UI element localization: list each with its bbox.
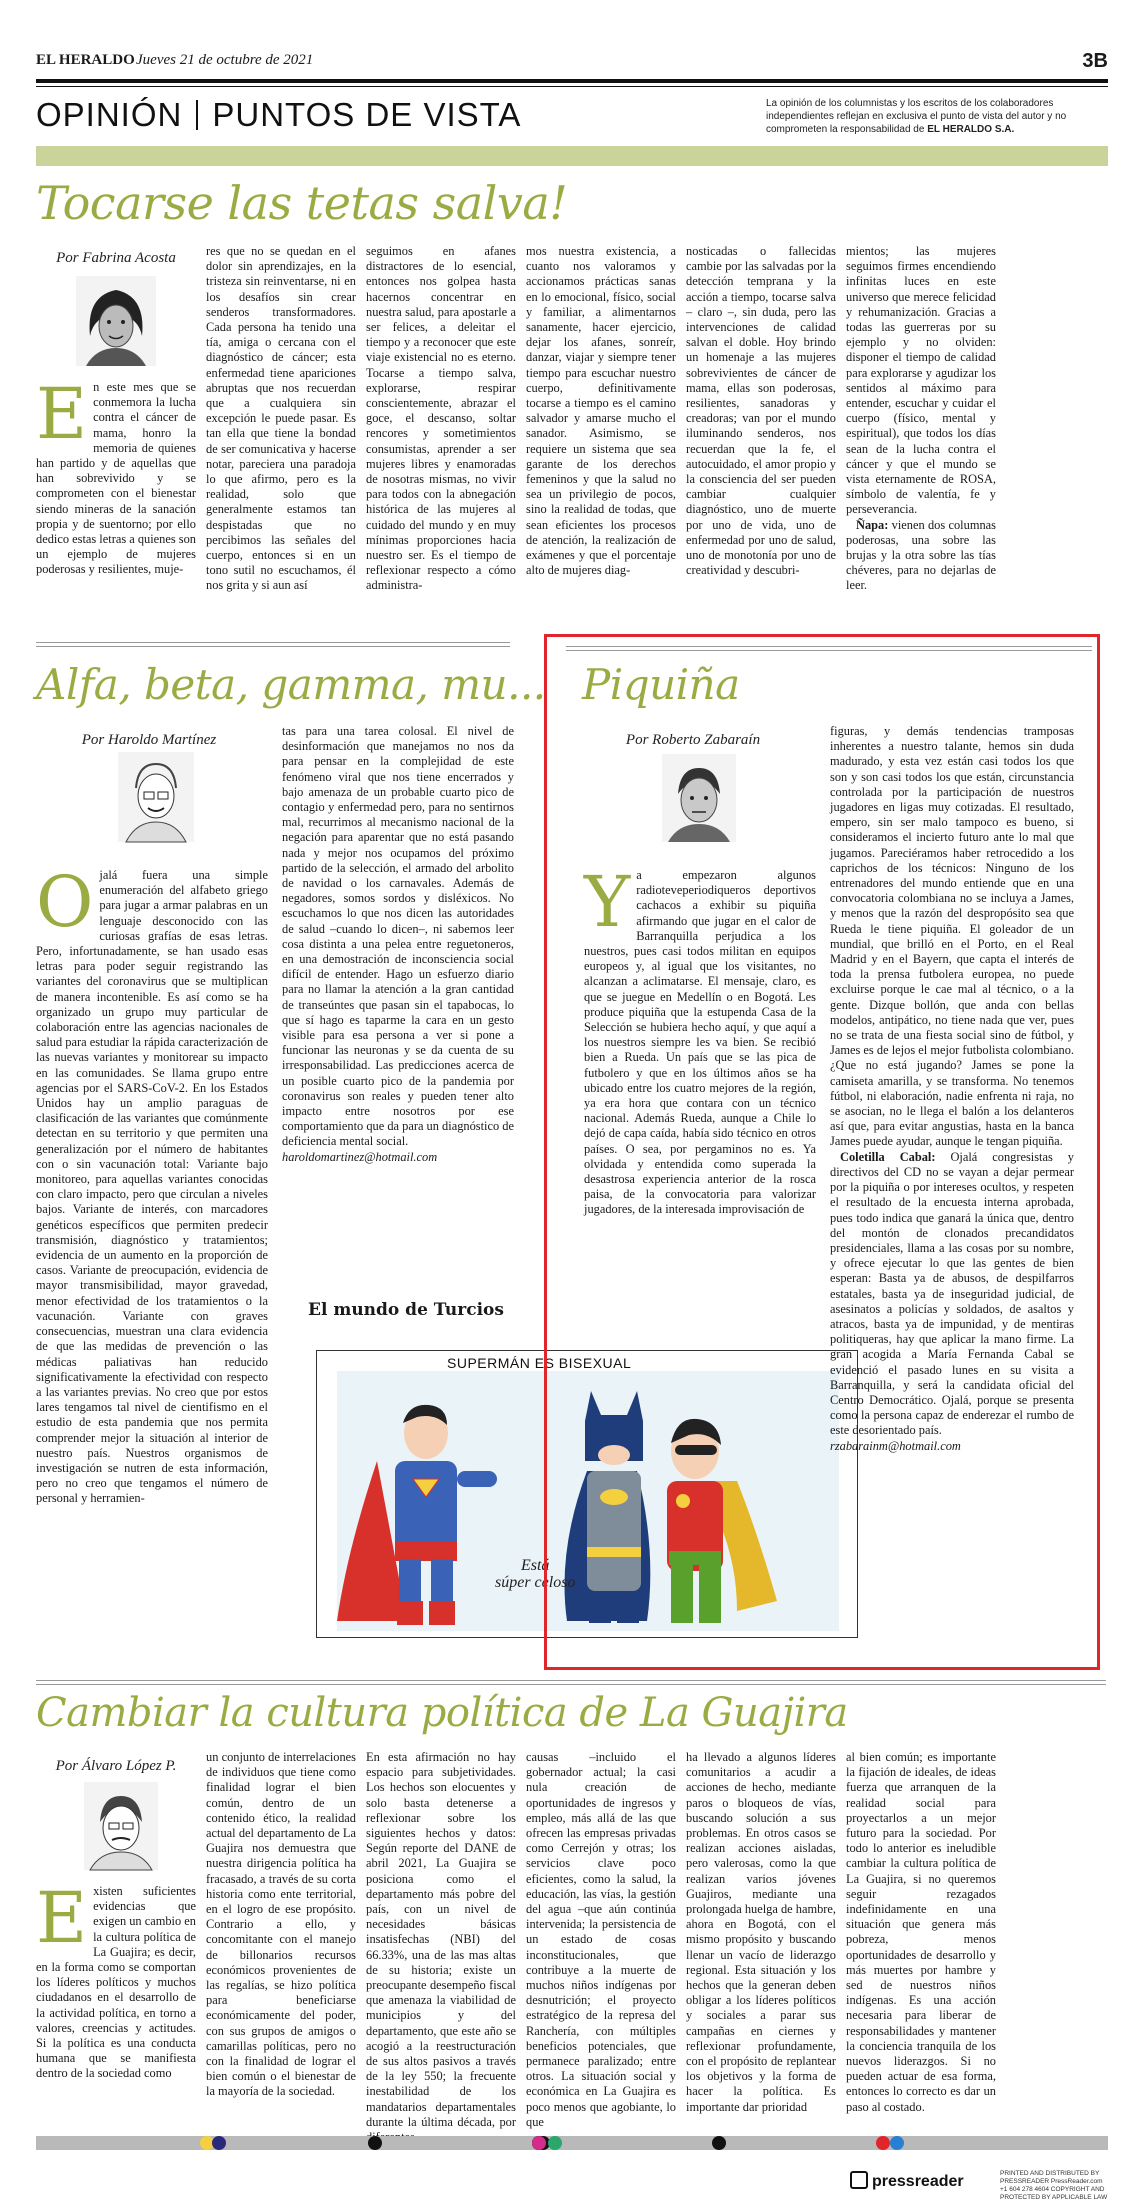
article-column: En esta afirmación no hay espacio para subjetividades. Los hechos son elocuentes y solo basta detenerse a reflexionar sobre los siguientes hechos y datos: Según reporte del DANE de abril 2021, La Guajira se posiciona como el departamento más pobre del país, con un nivel de necesidades básicas insatisfechas (NBI) del 66.33%, una de las mas altas de su historia; existe un preocupante desempeño fiscal que amenaza la viabilidad de municipios y del departamento, que este año se acogió a la reestructuración de sus altos pasivos a través de la ley 550; la frecuente inestabilidad de los mandatarios departamentales durante la última década, por	[366, 1750, 516, 2129]
print-registration-strip	[36, 2136, 1108, 2150]
article-column: mientos; las mujeres seguimos firmes encendiendo infinitas luces en este universo que merece felicidad y rehumanización. Gracias a todas las guerreras por su ejemplo y no olviden: disponer el tiempo de calidad para explorarse y agudizar los sentidos al máximo para entender, escuchar y cuidar el cuerpo (físico, mental y espiritual), que todos los días sean de la lucha contra el cáncer y que el mundo se vista eternamente de ROSA, símbolo de valentía, fe y perseverancia. Ñapa: vienen dos columnas poderosas, una sobre las brujas y la otra sobre las tías chéveres, para no dejarlas de leer.	[846, 244, 996, 593]
section-divider	[196, 100, 198, 130]
masthead-rule-thin	[36, 86, 1108, 87]
section-band	[36, 146, 1108, 166]
article-byline: Por Álvaro López P.	[55, 1758, 177, 1774]
page-number: 3B	[1082, 50, 1108, 72]
author-portrait	[76, 276, 156, 366]
article-column: O jalá fuera una simple enumeración del alfabeto griego para jugar a armar palabras en un lenguaje desconocido con las curiosas grafías de esas letras. Pero, infortunadamente, se han usado esas letras para poder seguir registrando las variantes del coronavirus que se multiplican de manera incontenible. Es así como se ha organizado un grupo muy particular de colaboración entre las agencias nacionales de salud para estudiar la rápida caracterización de las nuevas variantes y monitorear su impacto en las comunidades. Se llama grupo entre agencias por el SARS-CoV-2. En los Estados Unidos hay un amplio paraguas de clasificación de las variantes que comúnmente detectan en su territorio y que permiten una generalización por el número de habitantes con o sin vacunación total: Variante bajo monitoreo, para aquellas variantes conocidas con claro impacto, pero que circulan a niveles bajos. Variante de interés, con marcadores genéticos específicos que permiten predecir transmisión, diagnóstico y tratamientos; evidencia de un aumento en la proporción de casos. Variante de preocupación, evidencia de mayor transmisibilidad, mayor gravedad, menor efectividad de los tratamientos o la vacunación. Variante con graves consecuencias, muestran una clara evidencia de que las medidas de prevención o las médicas paliativas han reducido significativamente la efectividad con respecto a las variantes previas. No creo que por estos lares tengamos tal nivel de cientifismo en el estudio de esta pandemia que nos permita comprender mejor la situación al interior de nuestro país. Nuestros organismos de investigación se nutren de esta información, pero no creo que tengamos el número de personal y herramien-	[36, 861, 268, 1506]
footer-note: PRINTED AND DISTRIBUTED BY PRESSREADER PressReader.com +1 604 278 4604 COPYRIGHT AND PROTECTED BY APPLICABLE LAW	[1000, 2170, 1108, 2201]
article-headline: Tocarse las tetas salva!	[36, 176, 568, 230]
section-separator	[36, 1680, 1106, 1685]
drop-cap: Y	[584, 861, 631, 943]
article-byline: Por Haroldo Martínez	[81, 732, 217, 748]
registration-dot	[876, 2136, 890, 2150]
author-portrait	[118, 752, 194, 842]
article-byline: Por Roberto Zabaraín	[625, 732, 761, 748]
pressreader-icon	[850, 2171, 868, 2189]
drop-cap: E	[36, 1877, 88, 1959]
registration-dot	[532, 2136, 546, 2150]
section-separator	[566, 646, 1092, 651]
registration-dot	[712, 2136, 726, 2150]
article-column: tas para una tarea colosal. El nivel de desinformación que manejamos no nos da para pensar en la complejidad de este fenómeno viral que nos tiene encerrados y bajo amenaza de un probable cuarto pico de contagio y enfermedad pero, para no sentirnos mal, recurrimos al mecanismo nacional de la negación para aparentar que no está pasando nada y mejor nos ocupamos del próximo partido de la selección, el armado del arbolito de navidad o los carnavales. Además de negadores, somos sordos y disléxicos. No escuchamos lo que nos dicen las autoridades de salud –cuando lo dicen–, ni sabemos leer cosa distinta a una pelea entre reguetoneros, en una demostración de inconsciencia social difícil de entender. Hago un esfuerzo diario para no llamar la atención a la gran cantidad de transeúntes que pasan sin el tapabocas, lo que sí hago es taparme la cara en un gesto visible para esa persona a ver si pone a funcionar las neuronas y se da cuenta de su irresponsabilidad. Las predicciones acerca de un posible cuarto pico de la pandemia por coronavirus son reales y pueden tener alto impacto entre nosotros por ese comportamiento que da para un diagnóstico de deficiencia mental social. haroldomartinez@hotmail.com	[282, 724, 514, 1164]
issue-date: Jueves 21 de octubre de 2021	[136, 52, 314, 68]
registration-dot	[212, 2136, 226, 2150]
article-column: nosticadas o fallecidas cambie por las salvadas por la detección temprana y la acción a tiempo, tocarse salva – claro –, sin duda, pero las intervenciones de calidad salvan el doble. Hoy brindo un homenaje a las mujeres sobrevivientes de cáncer de mama, ellas son poderosas, resilientes, sanadoras y creadoras; van por el mundo iluminando senderos, nos recuerdan que la fe, el autocuidado, el amor propio y la consciencia del ser pueden cambiar cualquier diagnóstico, uno de muerte por uno de vida, uno de enfermedad por uno de salud, uno de monotonía por uno de creatividad y descubri-	[686, 244, 836, 578]
article-headline: Cambiar la cultura política de La Guajira	[36, 1690, 848, 1736]
article-column: un conjunto de interrelaciones de individuos que tiene como finalidad lograr el bien común, dentro de un contenido ético, la realidad actual del departamento de La Guajira nos demuestra que nuestra dirigencia política ha fracasado, a través de su corta historia como ente territorial, en el logro de ese propósito. Contrario a ello, y concomitante con el manejo de billonarios recursos económicos provenientes de las regalías, se hizo política para beneficiarse económicamente del poder, con sus grupos de amigos o camarillas políticas, pero no con la finalidad de lograr el bien común o el bienestar de la mayoría de la sociedad.	[206, 1750, 356, 2099]
article-column: figuras, y demás tendencias tramposas inherentes a nuestro talante, hemos sin duda madurado, y esta vez están casi todos los que son y son casi todos los que están, circunstancia controlada por la participación de nuestros jugadores en ligas muy cotizadas. El resultado, empero, sin ser malo tampoco es bueno, si consideramos el incierto futuro ante lo mal que jugamos. Pareciéramos haber retrocedido a los caprichos de los técnicos: Ninguno de los entrenadores del mundo entiende que en una convocatoria colombiana no se incluya a James, y menos que la razón del despropósito sea que Rueda le tiene piquiña. El goleador de un mundial, que brilló en el Porto, en el Real Madrid y en el Bayern, que capta el interés de toda la prensa futbolera europea, no puede excluirse porque le cae mal al técnico, o a la gente. Dizque bollón, que anda con bellas modelos, antipático, no tiene nada que ver, pues no se trata de una fiesta social sino de fútbol, y James es de lejos el mejor futbolista colombiano. ¿Que no está jugando? James se pone la camiseta amarilla, y se transforma. No tenemos fútbol, ni elaboración, nadie enfrenta ni raja, no se asocian, no le llega el balón a los delanteros así que, para evitar angustias, hasta en la banca James puede ayudar, aunque le tengan piquiña. Coletilla Cabal: Ojalá congresistas y directivos del CD no se vayan a dejar permear por la piquiña o por intereses ocultos, y respeten el resultado de la encuesta interna aprobada, pues todo indica que ganará la única que, dentro del montón de clonados precandidatos presidenciales, llama a las cosas por su nombre, y ofrece ejecutar lo que las gentes de bien esperan: Basta ya de abusos, de despilfarros estatales, basta ya de inseguridad judicial, de asesinatos a policías y soldados, de asaltos y atracos, basta ya de impunidad, y de mentiras politiqueras, hay que aplicar la mano firme. La gran acogida a María Fernanda Cabal se evidenció el pasado lunes en su visita a Barranquilla, y será la candidata oficial del Centro Democrático. Ojalá, porque se presenta como la persona capaz de enderezar el rumbo de este desorientado país. rzabarainm@hotmail.com	[830, 724, 1074, 1453]
masthead-rule	[36, 79, 1108, 83]
author-email[interactable]: haroldomartinez@hotmail.com	[282, 1149, 438, 1164]
section-left: OPINIÓN	[36, 96, 183, 133]
article-column: res que no se quedan en el dolor sin aprendizajes, en la tristeza sin reinventarse, ni en los desafíos sin crear senderos transformadores. Cada persona ha tenido una tía, amiga o cercana con el diagnóstico de cáncer; esta enfermedad tiene apariciones abruptas que nos recuerdan que a cualquiera sin excepción le puede pasar. Es tan ella que tiene la bondad de ser comunicativa y hacerse notar, pareciera una paradoja lo que afirmo, pero es la realidad, solo que generalmente estamos tan despistadas que no percibimos las señales del cuerpo, entonces si en un tono sutil no escuchamos, él nos grita y si aun así	[206, 244, 356, 593]
author-email[interactable]: rzabarainm@hotmail.com	[830, 1438, 961, 1453]
registration-dot	[368, 2136, 382, 2150]
article-column: mos nuestra existencia, a cuanto nos valoramos y accionamos prácticas sanas en lo emocional, físico, social y familiar, a alimentarnos sanamente, hacer ejercicio, dejar los afanes, sonreír, danzar, viajar y siempre tener tiempo para escuchar nuestro cuerpo, definitivamente tocarse a tiempo es el camino salvador y amarse mucho el sanador. Asimismo, se requiere un sistema que sea garante de los derechos femeninos y que la salud no sea un privilegio de pocos, sino la realidad de todas, que sean eficientes los procesos de atención, la realización de exámenes y que el porcentaje alto de mujeres diag-	[526, 244, 676, 578]
disclaimer: La opinión de los columnistas y los escritos de los colaboradores independientes reflejan en exclusiva el punto de vista del autor y no comprometen la responsabilidad de EL HERALDO S.A.	[766, 98, 1067, 135]
author-portrait	[662, 754, 736, 842]
cartoon-title: El mundo de Turcios	[308, 1300, 504, 1320]
article-column: seguimos en afanes distractores de lo esencial, entonces nos golpea hasta hacernos concentrar en nuestra salud, para apostarle a ser felices, a deleitar el tiempo y a reconocer que este viaje existencial no es eterno. Tocarse a tiempo salva, explorarse, respirar conscientemente, abrazar el goce, el descanso, soltar rencores y sometimientos consumistas, aprender a ser mujeres libres y enamoradas de nosotras mismas, no vivir para todos con la abnegación histórica de las mujeres al cuidado del mundo y en muy mínimas proporciones hacia nuestro ser. Es el tiempo de reflexionar respecto a cómo administra-	[366, 244, 516, 593]
cartoon-bubble: Está súper celoso	[495, 1557, 576, 1591]
drop-cap: E	[36, 373, 88, 455]
article-headline: Alfa, beta, gamma, mu...	[36, 660, 546, 709]
article-column: al bien común; es importante la fijación de ideales, de ideas fuerza que arranquen de la realidad social para proyectarlos a un mejor futuro para la sociedad. Por todo lo anterior es ineludible cambiar la cultura política de La Guajira, si no queremos seguir rezagados indefinidamente en una situación que genera más pobreza, menos oportunidades de desarrollo y más muertes por hambre y sed de nuestros niños indígenas. Es una acción necesaria para liberar de responsabilidades y mantener la conciencia tranquila de los nuevos liderazgos. Si no pueden actuar de esa forma, entonces lo correcto es dar un paso al costado.	[846, 1750, 996, 2114]
masthead	[36, 50, 1108, 72]
article-column: ha llevado a algunos líderes comunitarios a acudir a acciones de hecho, mediante paros o bloqueos de vías, buscando solución a sus problemas. En otros casos se realizan acciones aisladas, pero valerosas, como la que realizan varios jóvenes Guajiros, mediante una prolongada huelga de hambre, ahora en Bogotá, con el mismo propósito y buscando llenar un vacío de liderazgo regional. Esta situación y los hechos que la generan deben obligar a los líderes políticos y sociales a parar sus campañas en ciernes y reflexionar profundamente, con el propósito de replantear los objetivos y la forma de hacer la política. Es importante dar prioridad	[686, 1750, 837, 2114]
article-column: causas –incluido el gobernador actual; la casi nula creación de oportunidades de ingresos y empleo, más allá de las que ofrecen las empresas privadas como Cerrejón y otras; los servicios clave poco eficientes, como la salud, la educación, las vías, la gestión del agua –que aún continúa intervenida; la persistencia de un estado de cosas inconstitucionales, que contribuye a la muerte de muchos niños indígenas por desnutrición; el proyecto estratégico de la represa del Ranchería, con múltiples beneficios potenciales, que permanece paralizado; entre otros. La situación social y económica en La Guajira es poco menos que agobiante, lo que	[526, 1750, 676, 2129]
article-headline: Piquiña	[582, 660, 740, 709]
section-separator	[36, 642, 510, 647]
drop-cap: O	[36, 861, 94, 943]
cartoon-caption: SUPERMÁN ES BISEXUAL	[447, 1355, 632, 1371]
author-portrait	[84, 1782, 158, 1870]
article-column: Y a empezaron algunos radioteveperiodiqueros deportivos cachacos a exhibir su piquiña afirmando que jugar en el calor de Barranquilla perjudica a los nuestros, pues casi todos militan en equipos europeos y, al igual que los visitantes, no alcanzan a aclimatarse. El mensaje, claro, es que se juegue en Medellín o en Bogotá. Les produce piquiña que la estupenda Casa de la Selección se hubiera hecho aquí, y que aquí a los nuestros siempre les va bien. Se recibió bien a Rueda. Un país que se las pica de futbolero y que en los últimos años se ha ubicado entre los cuatro mejores de la región, ya era hora que contara con un técnico nacional. Además Rueda, aunque a Chile lo dejó de capa caída, había sido técnico en otros países. O sea, por pergaminos no es. Ya olvidada y entendida como superada la desastrosa experiencia anterior de la rosca paisa, de la convocatoria para valorizar jugadores, de la interesada improvisación de	[584, 861, 816, 1217]
section-title	[36, 96, 521, 134]
registration-dot	[548, 2136, 562, 2150]
article-column: E xisten suficientes evidencias que exigen un cambio en la cultura política de La Guajira; es decir, en la forma como se comportan los líderes políticos y muchos ciudadanos en el desarrollo de la actividad política, en torno a valores, creencias y actitudes. Si la política es una conducta humana que se manifiesta dentro de la sociedad como	[36, 1877, 196, 2081]
section-right: PUNTOS DE VISTA	[212, 96, 522, 133]
article-column: E n este mes que se conmemora la lucha contra el cáncer de mama, honro la memoria de quienes han partido y de aquellas que han sobrevivido y se comprometen con el bienestar siendo mineras de la sanación propia y de suentorno; por ello dedico estas letras a quienes son un ejemplo de mujeres poderosas y resilientes, muje-	[36, 373, 196, 577]
pressreader-logo[interactable]: pressreader	[850, 2171, 964, 2191]
registration-dot	[890, 2136, 904, 2150]
newspaper-name: EL HERALDO	[36, 52, 135, 68]
article-byline: Por Fabrina Acosta	[56, 250, 176, 266]
